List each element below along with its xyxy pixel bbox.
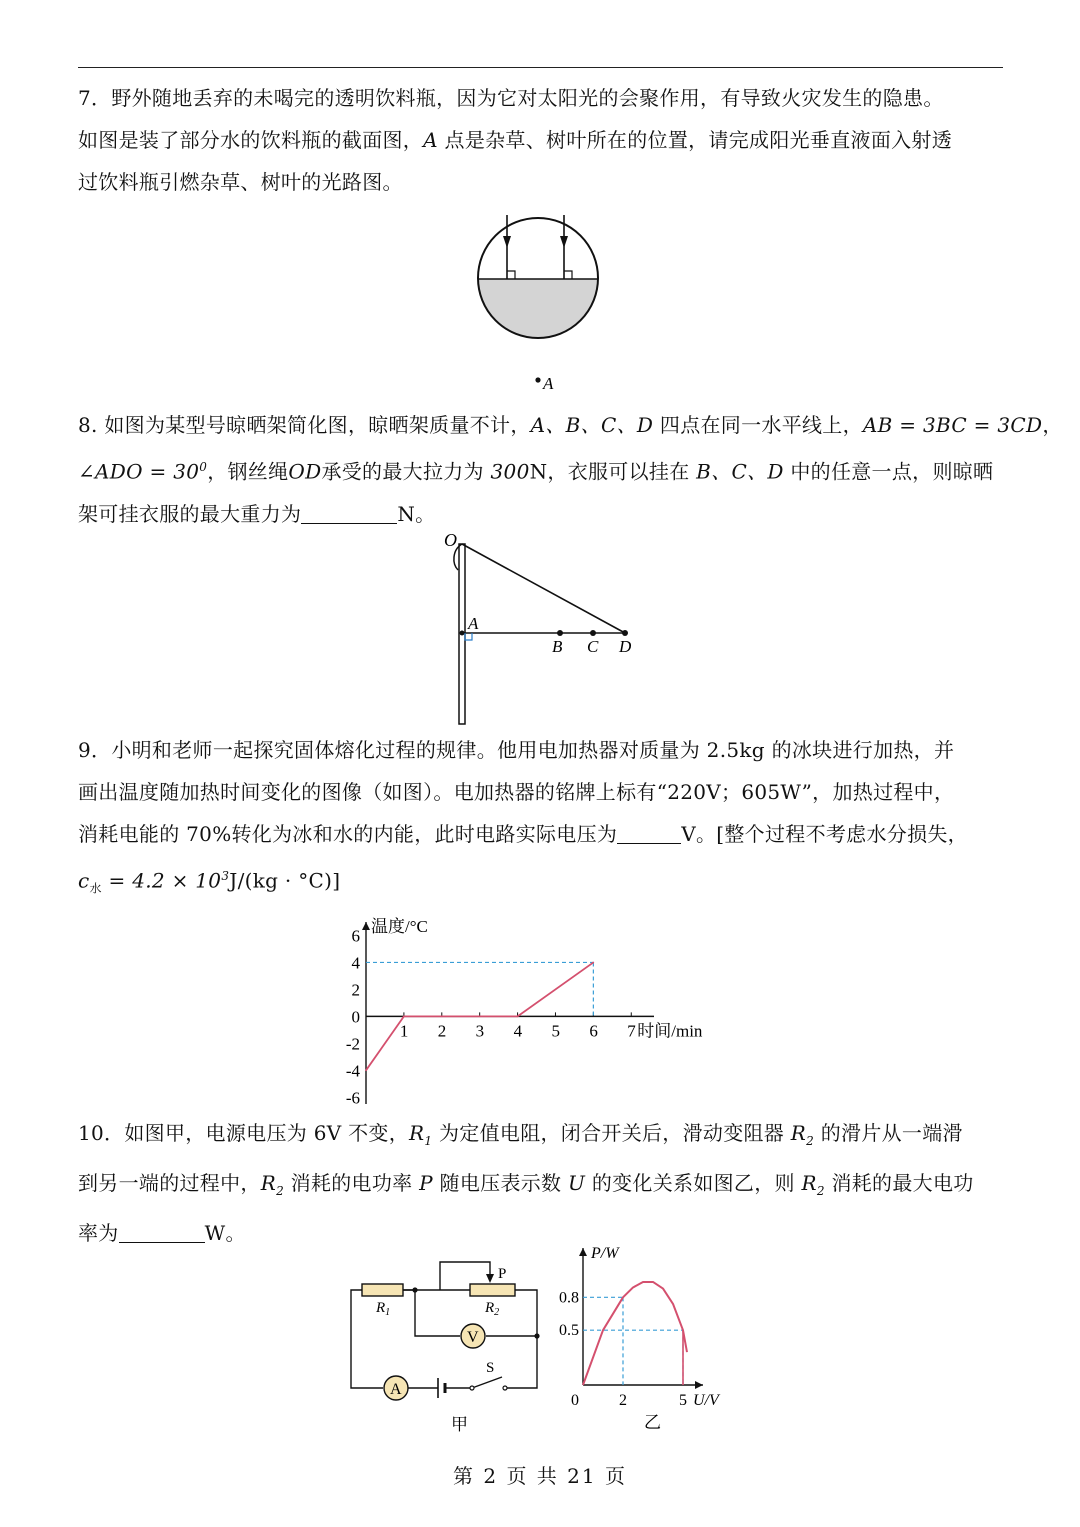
question-7 (78, 77, 1008, 203)
y-tick-label: 6 (351, 926, 360, 946)
arrow-right-icon (560, 236, 568, 248)
q8-line-3: 架可挂衣服的最大重力为 N。 (78, 501, 436, 526)
x-tick-label: 2 (437, 1021, 447, 1041)
question-10 (78, 1112, 1008, 1254)
label-c: C (587, 637, 599, 656)
q10-line-2: 到另一端的过程中，$R_2$ 消耗的电功率 P 随电压表示数 U 的变化关系如图乙，则 $R_2$ 消耗的最大电功 (78, 1171, 974, 1198)
y-axis-label: 温度/°C (371, 917, 428, 936)
q10-power-chart (555, 1240, 740, 1435)
q9-line-1: 9．小明和老师一起探究固体熔化过程的规律。他用电加热器对质量为 2.5kg 的冰块进行加热，并 (78, 738, 955, 762)
y-tick-label: 0.5 (559, 1322, 579, 1340)
y-tick-label: -4 (345, 1061, 360, 1081)
point-b (557, 630, 563, 636)
data-point (593, 962, 595, 964)
question-9 (78, 729, 1008, 910)
q10-line-3: 率为 W。 (78, 1221, 246, 1245)
switch-blade (472, 1377, 502, 1388)
label-d: D (619, 637, 632, 656)
answer-blank-q10[interactable] (119, 1222, 205, 1243)
point-d (622, 630, 628, 636)
q8-rack-figure (440, 528, 660, 728)
y-tick-label: -2 (345, 1034, 360, 1054)
wire-od (462, 544, 625, 633)
y-tick-label: 4 (351, 953, 360, 973)
circuit-caption: 甲 (451, 1415, 468, 1434)
x-tick-label: 2 (619, 1392, 627, 1409)
switch-contact-left (470, 1386, 474, 1390)
x-tick-label: 5 (551, 1021, 560, 1041)
r2-label: $R_2$ (485, 1300, 500, 1318)
page-footer: 第 2 页 共 21 页 (453, 1464, 627, 1488)
x-tick-label: 1 (399, 1021, 409, 1041)
q10-line-1: 10．如图甲，电源电压为 6V 不变，$R_1$ 为定值电阻，闭合开关后，滑动变阻器 $R_2$ 的滑片从一端滑 (78, 1121, 963, 1148)
y-axis-label: P/W (591, 1245, 619, 1262)
y-axis-arrow-icon (362, 922, 370, 930)
x-tick-label: 7 (627, 1021, 636, 1041)
data-point (403, 1016, 405, 1018)
q7-bottle-figure (470, 210, 610, 395)
resistor-r1 (362, 1284, 403, 1296)
slider-label: P (498, 1266, 507, 1282)
q7-line-2: 如图是装了部分水的饮料瓶的截面图，A 点是杂草、树叶所在的位置，请完成阳光垂直液面入射透 (78, 128, 953, 152)
answer-blank-q8[interactable] (301, 503, 397, 524)
point-a-label: A (543, 374, 554, 393)
y-tick-label: 0 (351, 1007, 360, 1027)
q8-line-1: 8. 如图为某型号晾晒架简化图，晾晒架质量不计，A、B、C、D 四点在同一水平线上，AB = 3BC = 3CD， (78, 413, 1063, 437)
q9-temperature-chart (336, 908, 736, 1108)
point-c (590, 630, 596, 636)
switch-contact-right (503, 1386, 507, 1390)
slider-arrow-icon (486, 1274, 494, 1283)
voltmeter-label: V (467, 1329, 479, 1346)
q7-line-1: 7．野外随地丢弃的未喝完的透明饮料瓶，因为它对太阳光的会聚作用，有导致火灾发生的隐患。 (78, 86, 944, 110)
data-point (517, 1016, 519, 1018)
question-8 (78, 404, 1063, 535)
header-rule (78, 67, 1003, 68)
junction-dot-right (534, 1333, 539, 1338)
label-b: B (552, 637, 563, 656)
right-angle-mark-right (564, 271, 572, 279)
x-tick-label: 5 (679, 1392, 687, 1409)
label-o: O (444, 530, 457, 550)
q10-circuit-diagram (345, 1258, 545, 1438)
x-tick-label: 6 (589, 1021, 598, 1041)
y-tick-label: 2 (351, 980, 360, 1000)
x-tick-label: 4 (513, 1021, 523, 1041)
switch-label: S (486, 1360, 495, 1376)
x-tick-label: 0 (571, 1392, 579, 1409)
x-axis-arrow-icon (695, 1381, 703, 1389)
q8-line-2: ∠ADO = $30^0$，钢丝绳OD承受的最大拉力为 300N，衣服可以挂在 B、C、D 中的任意一点，则晾晒 (78, 459, 994, 484)
point-a (460, 631, 465, 636)
answer-blank-q9[interactable] (617, 823, 681, 844)
arrow-left-icon (503, 236, 511, 248)
resistor-r2 (470, 1284, 515, 1296)
junction-dot-left (412, 1287, 417, 1292)
r1-label: $R_1$ (376, 1300, 391, 1318)
right-angle-mark (465, 633, 472, 640)
wire-right (505, 1290, 537, 1388)
y-tick-label: -6 (345, 1088, 360, 1108)
x-axis-label: 时间/min (637, 1021, 703, 1041)
q9-line-4: $c_水 = 4.2 \times 10^3J/(kg \cdot ^\circ C)$] (78, 868, 341, 896)
point-a-dot (535, 377, 540, 382)
y-tick-label: 0.8 (559, 1289, 579, 1307)
label-a: A (468, 614, 479, 633)
data-point (365, 1069, 367, 1071)
q9-line-3: 消耗电能的 70%转化为冰和水的内能，此时电路实际电压为 V。[整个过程不考虑水分损失， (78, 822, 968, 846)
chart-caption: 乙 (644, 1413, 661, 1432)
wire-voltmeter (415, 1290, 460, 1336)
y-axis-arrow-icon (579, 1248, 587, 1256)
x-axis-label: U/V (693, 1392, 719, 1409)
x-tick-label: 3 (475, 1021, 485, 1041)
ammeter-label: A (390, 1381, 402, 1398)
q7-line-3: 过饮料瓶引燃杂草、树叶的光路图。 (78, 170, 403, 194)
right-angle-mark-left (507, 271, 515, 279)
q9-line-2: 画出温度随加热时间变化的图像（如图）。电加热器的铭牌上标有“220V；605W”，加热过程中， (78, 780, 955, 804)
